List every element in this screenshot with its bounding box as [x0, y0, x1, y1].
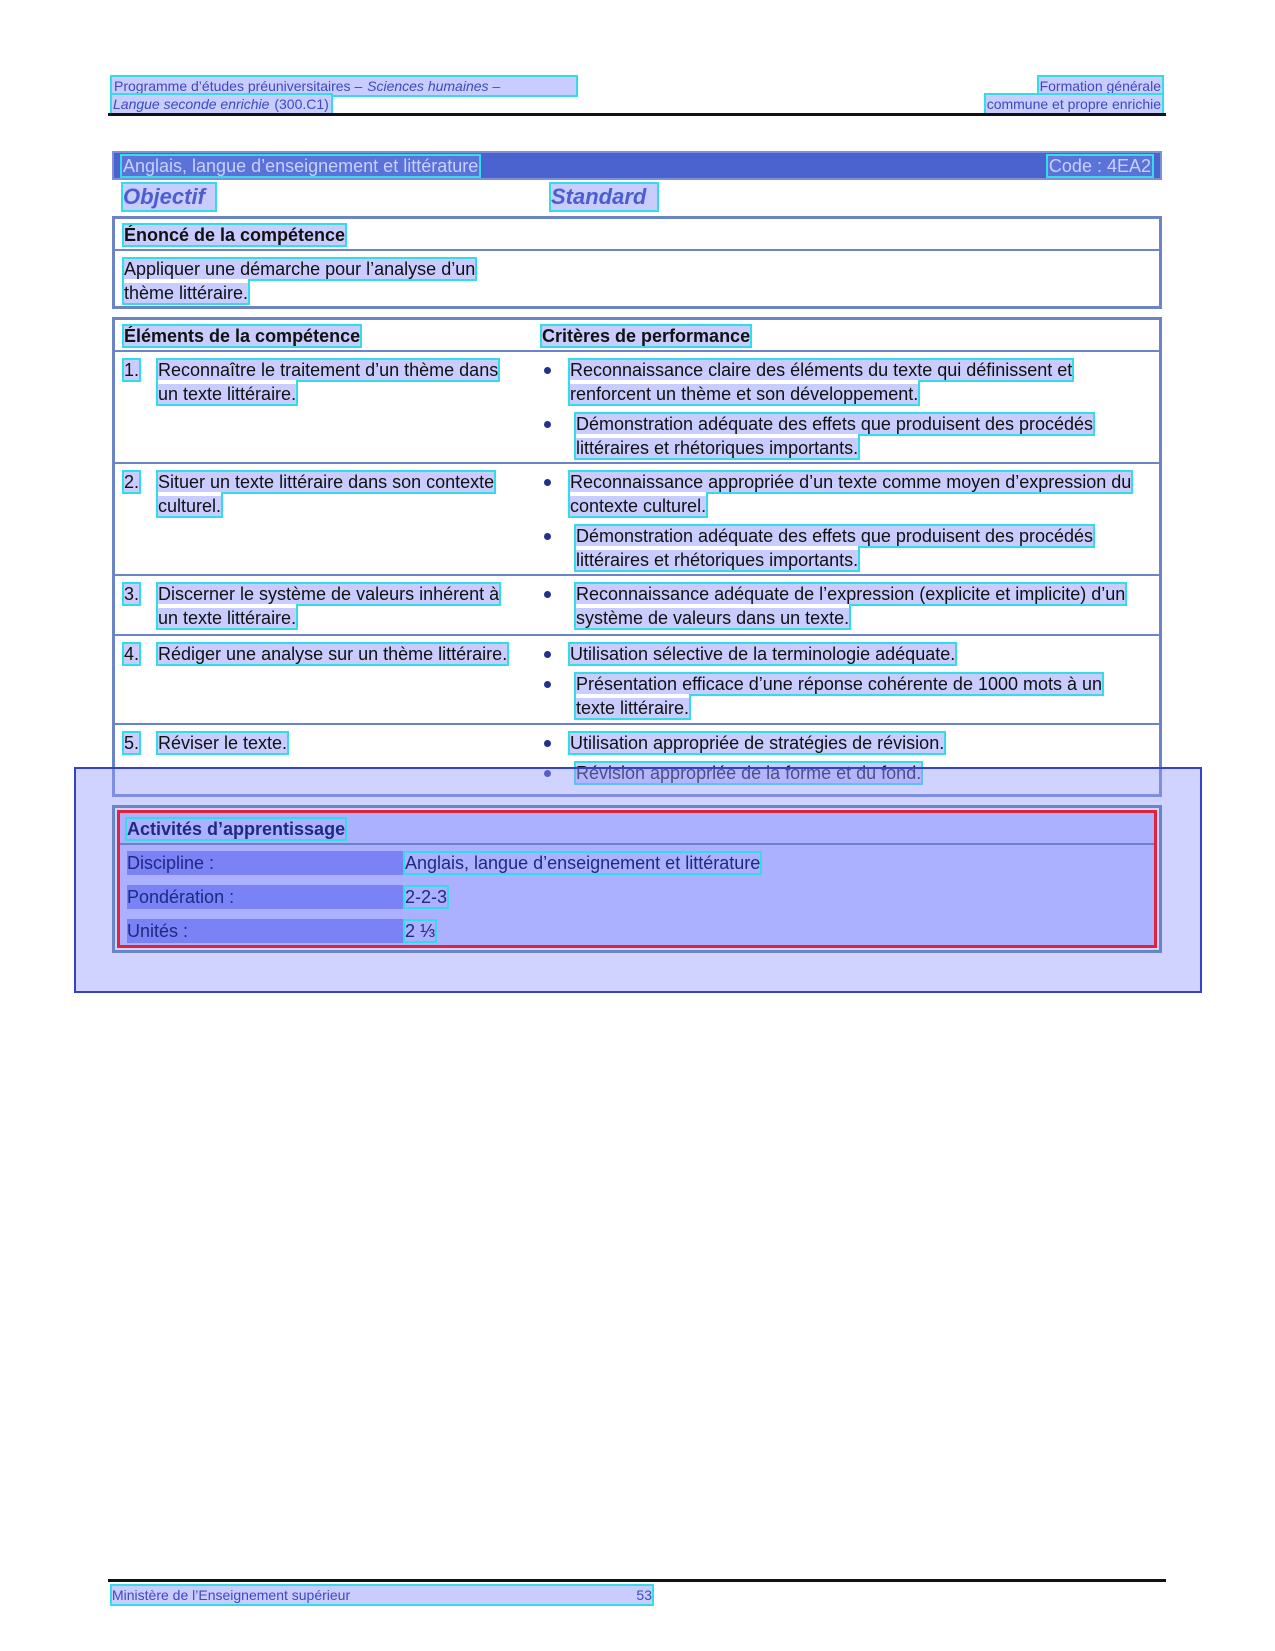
criterion-text: Démonstration adéquate des effets que produisent des procédés littéraires et rhétoriques importants. — [576, 526, 1094, 570]
table-row — [115, 352, 1159, 464]
criteres-heading: Critères de performance — [542, 326, 751, 346]
element-number: 4. — [124, 644, 140, 664]
bullet-icon — [540, 642, 570, 666]
page-footer — [112, 1586, 652, 1604]
criterion-item — [540, 731, 1145, 755]
elements-table — [112, 317, 1162, 797]
element-number: 1. — [124, 360, 140, 380]
criterion-item — [540, 524, 1145, 572]
discipline-row — [120, 845, 1154, 879]
standard-heading: Standard — [551, 184, 657, 210]
discipline-value: Anglais, langue d’enseignement et littérature — [405, 853, 761, 873]
bullet-icon — [540, 582, 570, 630]
criterion-text: Reconnaissance appropriée d’un texte comme moyen d’expression du contexte culturel. — [570, 472, 1132, 516]
ponderation-row — [120, 879, 1154, 913]
activites-section — [112, 805, 1162, 953]
element-text: Situer un texte littéraire dans son contexte culturel. — [158, 472, 495, 516]
element-number: 3. — [124, 584, 140, 604]
footer-divider — [108, 1579, 1166, 1582]
bullet-icon — [540, 672, 570, 720]
criterion-text: Démonstration adéquate des effets que produisent des procédés littéraires et rhétoriques importants. — [576, 414, 1094, 458]
bullet-icon — [540, 731, 570, 755]
header-program-code: (300.C1) — [270, 96, 329, 112]
criterion-item — [540, 672, 1145, 720]
discipline-label: Discipline : — [127, 851, 404, 875]
criterion-item — [540, 412, 1145, 460]
course-code: Code : 4EA2 — [1048, 155, 1151, 176]
criterion-text: Utilisation sélective de la terminologie adéquate. — [570, 644, 956, 664]
header-formation-line2: commune et propre enrichie — [986, 96, 1161, 112]
objectif-heading: Objectif — [123, 184, 215, 210]
elements-heading: Éléments de la compétence — [124, 326, 361, 346]
element-number: 5. — [124, 733, 140, 753]
course-title: Anglais, langue d’enseignement et littérature — [123, 155, 479, 176]
bullet-icon — [540, 358, 570, 406]
bullet-icon — [540, 470, 570, 518]
header-langue-italic: Langue seconde enrichie — [113, 96, 270, 112]
enonce-text: Appliquer une démarche pour l’analyse d’un thème littéraire. — [124, 259, 476, 303]
element-number: 2. — [124, 472, 140, 492]
criterion-item — [540, 582, 1145, 630]
header-program-line1 — [112, 77, 576, 95]
criterion-text: Reconnaissance claire des éléments du texte qui définissent et renforcent un thème et son développement. — [570, 360, 1073, 404]
enonce-section — [112, 216, 1162, 309]
ponderation-label: Pondération : — [127, 885, 404, 909]
bullet-icon — [540, 524, 570, 572]
elements-table-header — [115, 320, 1159, 352]
activites-highlight — [117, 810, 1157, 948]
criterion-item — [540, 358, 1145, 406]
header-formation-line1: Formation générale — [1039, 78, 1161, 94]
element-text: Rédiger une analyse sur un thème littéraire. — [158, 644, 508, 664]
unites-label: Unités : — [127, 919, 404, 943]
header-program-italic: Sciences humaines – — [367, 78, 501, 94]
criterion-text: Présentation efficace d’une réponse cohérente de 1000 mots à un texte littéraire. — [576, 674, 1103, 718]
header-divider — [108, 113, 1166, 116]
header-program-text: Programme d’études préuniversitaires – — [114, 78, 367, 94]
page-number: 53 — [636, 1587, 652, 1603]
table-row — [115, 636, 1159, 725]
activites-heading: Activités d’apprentissage — [127, 819, 346, 839]
unites-row — [120, 913, 1154, 947]
criterion-item — [540, 470, 1145, 518]
ponderation-value: 2-2-3 — [405, 887, 448, 907]
criterion-text: Reconnaissance adéquate de l’expression (explicite et implicite) d’un système de valeurs dans un texte. — [576, 584, 1126, 628]
criterion-item — [540, 642, 1145, 666]
table-row — [115, 464, 1159, 576]
criterion-text: Révision appropriée de la forme et du fond. — [576, 763, 922, 783]
page-header — [112, 77, 1162, 117]
criterion-text: Utilisation appropriée de stratégies de révision. — [570, 733, 945, 753]
header-program-line2 — [112, 95, 331, 113]
enonce-heading: Énoncé de la compétence — [124, 225, 346, 245]
element-text: Réviser le texte. — [158, 733, 288, 753]
footer-ministry: Ministère de l’Enseignement supérieur — [112, 1587, 351, 1603]
element-text: Discerner le système de valeurs inhérent à un texte littéraire. — [158, 584, 500, 628]
unites-value: 2 ⅓ — [405, 921, 436, 941]
table-row — [115, 576, 1159, 636]
bullet-icon — [540, 412, 570, 460]
element-text: Reconnaître le traitement d’un thème dans un texte littéraire. — [158, 360, 499, 404]
course-title-bar — [112, 151, 1162, 180]
